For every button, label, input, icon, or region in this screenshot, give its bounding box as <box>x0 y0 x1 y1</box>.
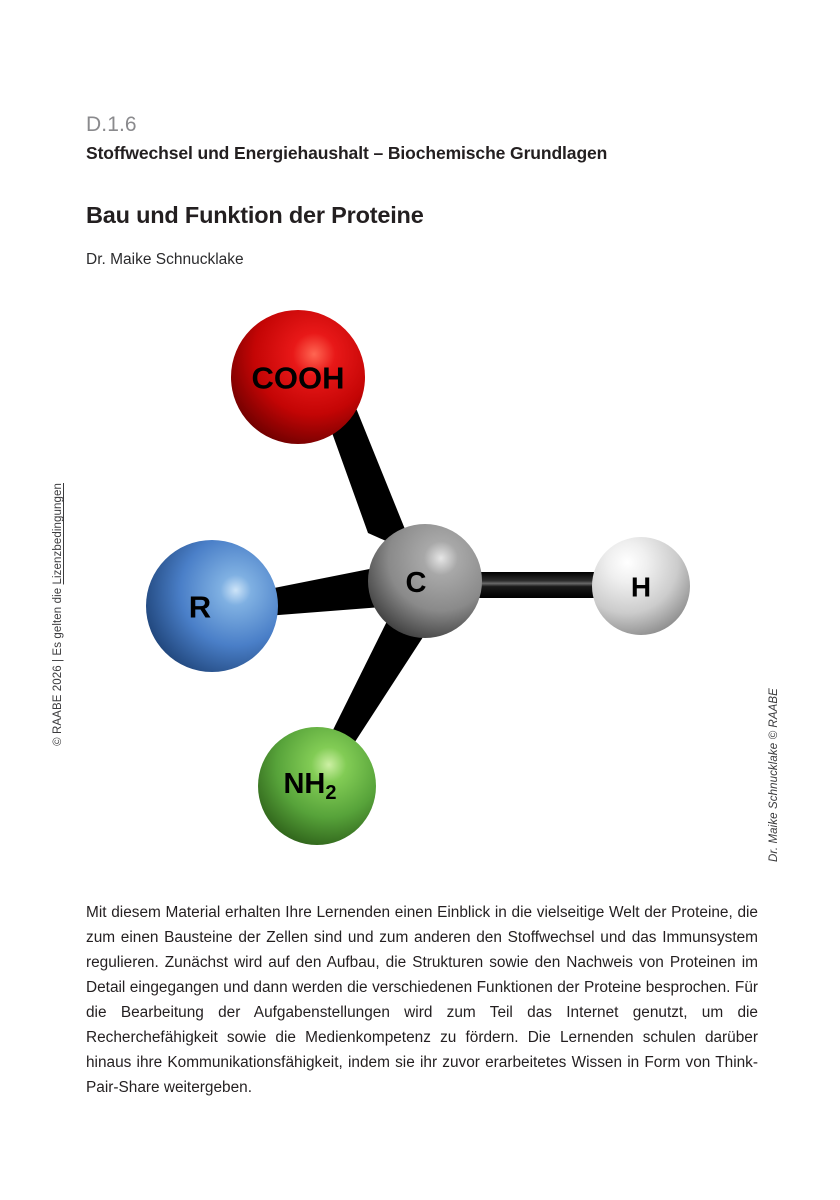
atom-cooh <box>231 310 365 444</box>
license-terms-link[interactable]: Lizenzbedingungen <box>52 483 64 585</box>
author-name: Dr. Maike Schnucklake <box>86 251 244 269</box>
copyright-text: © RAABE 2026 | Es gelten die <box>52 584 64 746</box>
summary-paragraph: Mit diesem Material erhalten Ihre Lernenden einen Einblick in die vielseitige Welt der Proteine, die zum einen Bausteine der Zellen sind und zum anderen den Stoffwechsel und das Immunsystem regulieren. Zunächst wird auf den Aufbau, die Strukturen sowie den Nachweis von Proteinen im Detail eingegangen und dann werden die verschiedenen Funktionen der Proteine besprochen. Für die Bearbeitung der Aufgabenstellungen wird zum Teil das Internet genutzt, um die Recherchefähigkeit sowie die Medienkompetenz zu fördern. Die Lernenden schulen darüber hinaus ihre Kommunikationsfähigkeit, indem sie ihr zuvor erarbeitetes Wissen in Form von Think-Pair-Share weitergeben. <box>86 904 758 1097</box>
bond-h-rod <box>470 572 606 598</box>
chapter-code: D.1.6 <box>86 113 137 136</box>
atom-hydrogen <box>592 537 690 635</box>
page-title: Bau und Funktion der Proteine <box>86 202 424 229</box>
credit-rail-right: Dr. Maike Schnucklake © RAABE <box>768 688 780 862</box>
atom-label-hydrogen: H <box>630 571 652 603</box>
atom-nh2 <box>258 727 376 845</box>
atom-label-cooh: COOH <box>251 360 345 396</box>
atom-label-nh2-subscript: 2 <box>325 782 337 804</box>
atom-group <box>146 310 690 845</box>
document-header <box>86 112 746 270</box>
atom-label-r: R <box>188 589 212 625</box>
amino-acid-molecule-figure <box>120 296 720 866</box>
series-subtitle: Stoffwechsel und Energiehaushalt – Biochemische Grundlagen <box>86 143 608 164</box>
atom-label-nh2-main: NH <box>283 768 326 800</box>
atom-r <box>146 540 278 672</box>
atom-label-carbon: C <box>405 567 427 599</box>
atom-carbon <box>368 524 482 638</box>
copyright-rail-left <box>52 483 64 746</box>
